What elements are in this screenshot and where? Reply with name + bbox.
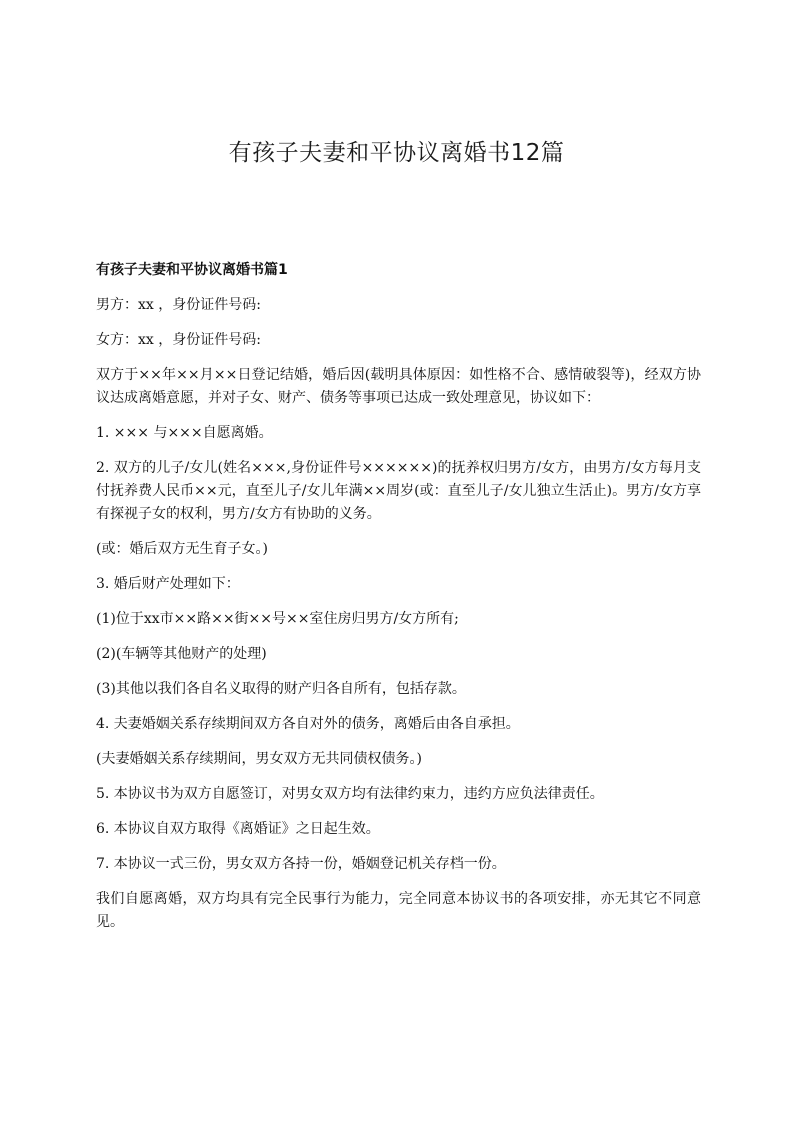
paragraph-clause-4: 4. 夫妻婚姻关系存续期间双方各自对外的债务，离婚后由各自承担。 <box>96 716 520 732</box>
paragraph-clause-3-2: (2)(车辆等其他财产的处理) <box>96 646 267 662</box>
paragraph-male-party: 男方：xx ，身份证件号码: <box>96 297 261 313</box>
paragraph-clause-6: 6. 本协议自双方取得《离婚证》之日起生效。 <box>96 821 380 837</box>
paragraph-clause-2-alt: (或：婚后双方无生育子女。) <box>96 541 268 557</box>
paragraph-preamble: 双方于××年××月××日登记结婚，婚后因(载明具体原因：如性格不合、感情破裂等)，经双方协议达成离婚意愿，并对子女、财产、债务等事项已达成一致处理意见，协议如下： <box>96 367 701 406</box>
section-title: 有孩子夫妻和平协议离婚书篇1 <box>96 262 288 278</box>
paragraph-clause-3-1: (1)位于xx市××路××街××号××室住房归男方/女方所有; <box>96 611 459 627</box>
paragraph-clause-1: 1. ××× 与×××自愿离婚。 <box>96 425 273 441</box>
document-body <box>96 258 701 946</box>
paragraph-female-party: 女方：xx ，身份证件号码: <box>96 332 261 348</box>
paragraph-clause-3: 3. 婚后财产处理如下： <box>96 576 240 592</box>
paragraph-clause-4-alt: (夫妻婚姻关系存续期间，男女双方无共同债权债务。) <box>96 751 422 767</box>
paragraph-clause-5: 5. 本协议书为双方自愿签订，对男女双方均有法律约束力，违约方应负法律责任。 <box>96 786 604 802</box>
paragraph-clause-2: 2. 双方的儿子/女儿(姓名×××,身份证件号××××××)的抚养权归男方/女方，由男方/女方每月支付抚养费人民币××元，直至儿子/女儿年满××周岁(或：直至儿子/女儿独立生活止)。男方/女方享有探视子女的权利，男方/女方有协助的义务。 <box>96 460 701 522</box>
page-title: 有孩子夫妻和平协议离婚书12篇 <box>228 140 565 166</box>
paragraph-clause-7: 7. 本协议一式三份，男女双方各持一份，婚姻登记机关存档一份。 <box>96 856 506 872</box>
paragraph-clause-3-3: (3)其他以我们各自名义取得的财产归各自所有，包括存款。 <box>96 681 466 697</box>
paragraph-declaration: 我们自愿离婚，双方均具有完全民事行为能力，完全同意本协议书的各项安排，亦无其它不同意见。 <box>96 891 701 930</box>
